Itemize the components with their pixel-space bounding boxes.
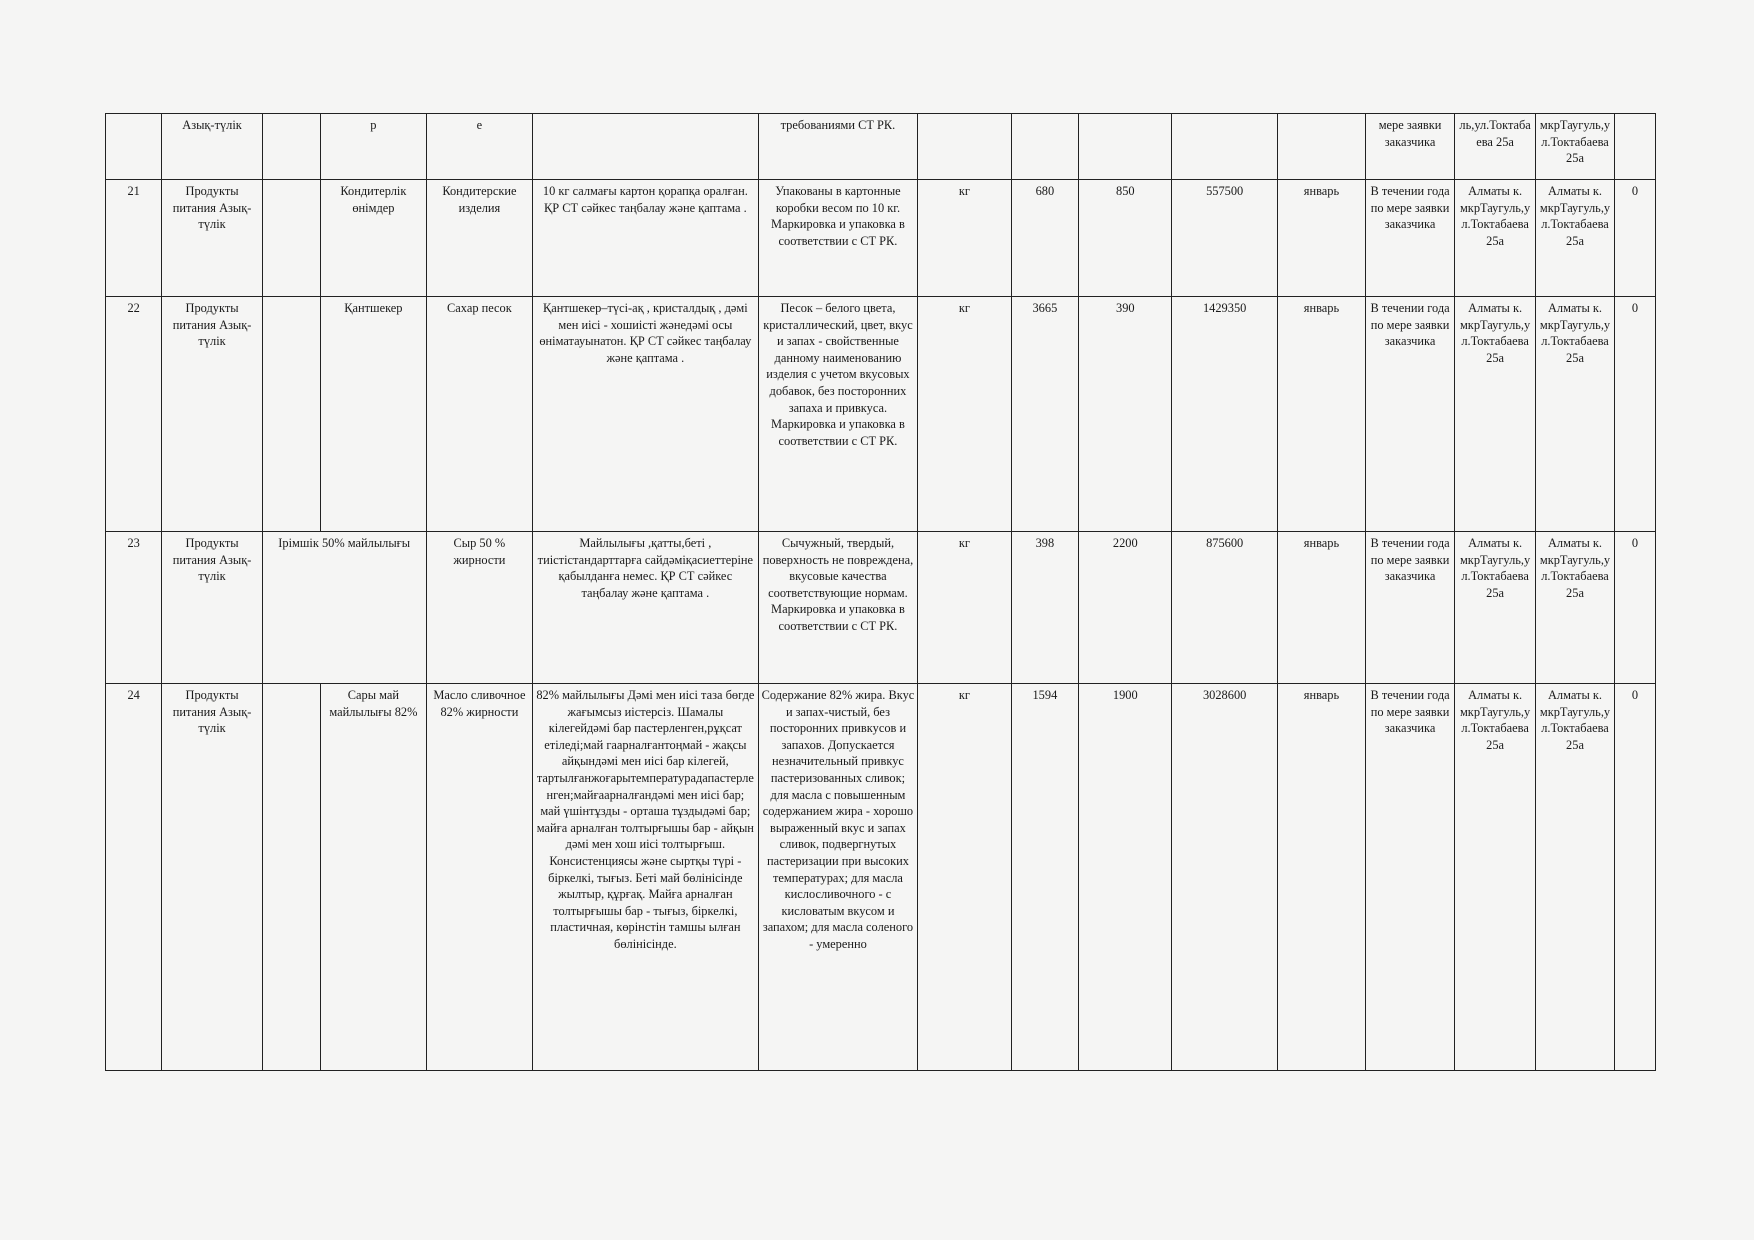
desc-kz-cell: Майлылығы ,қатты,беті , тиістістандарттарға сайдәміқасиеттеріне қабылданға немес. ҚР СТ сәйкес таңбалау және қаптама .	[533, 532, 758, 684]
price-cell: 850	[1079, 180, 1172, 297]
empty-cell	[262, 180, 320, 297]
category-cell: Продукты питания Азық-түлік	[162, 532, 262, 684]
desc-kz-cell	[533, 114, 758, 180]
sum-cell: 1429350	[1172, 297, 1278, 532]
name-kz-cell: Қантшекер	[321, 297, 427, 532]
unit-cell: кг	[918, 684, 1011, 1071]
sum-cell: 3028600	[1172, 684, 1278, 1071]
category-cell: Продукты питания Азық-түлік	[162, 180, 262, 297]
name-kz-cell: Кондитерлік өнімдер	[321, 180, 427, 297]
place-cell: Алматы к. мкрТаугуль,ул.Токтабаева 25а	[1455, 532, 1536, 684]
desc-ru-cell: Сычужный, твердый, поверхность не повреждена, вкусовые качества соответствующие нормам. Маркировка и упаковка в соответствии с СТ РК.	[758, 532, 918, 684]
qty-cell	[1011, 114, 1079, 180]
name-ru-cell: Сыр 50 % жирности	[426, 532, 533, 684]
address-cell: Алматы к. мкрТаугуль,ул.Токтабаева 25а	[1536, 180, 1615, 297]
price-cell	[1079, 114, 1172, 180]
name-kz-cell: Сары май майлылығы 82%	[321, 684, 427, 1071]
term-cell: мере заявки заказчика	[1366, 114, 1455, 180]
unit-cell	[918, 114, 1011, 180]
term-cell: В течении года по мере заявки заказчика	[1366, 180, 1455, 297]
month-cell	[1277, 114, 1365, 180]
name-ru-cell: Сахар песок	[426, 297, 533, 532]
place-cell: ль,ул.Токтабаева 25а	[1455, 114, 1536, 180]
qty-cell: 398	[1011, 532, 1079, 684]
category-cell: Продукты питания Азық-түлік	[162, 297, 262, 532]
name-kz-cell: р	[321, 114, 427, 180]
row-number: 21	[106, 180, 162, 297]
name-kz-cell: Ірімшік 50% майлылығы	[262, 532, 426, 684]
month-cell: январь	[1277, 180, 1365, 297]
desc-ru-cell: Песок – белого цвета, кристаллический, цвет, вкус и запах - свойственные данному наименованию изделия с учетом вкусовых добавок, без посторонних запаха и привкуса. Маркировка и упаковка в соответствии с СТ РК.	[758, 297, 918, 532]
sum-cell	[1172, 114, 1278, 180]
advance-cell: 0	[1614, 180, 1655, 297]
month-cell: январь	[1277, 532, 1365, 684]
address-cell: Алматы к. мкрТаугуль,ул.Токтабаева 25а	[1536, 297, 1615, 532]
advance-cell: 0	[1614, 532, 1655, 684]
price-cell: 390	[1079, 297, 1172, 532]
unit-cell: кг	[918, 180, 1011, 297]
category-cell: Азық-түлік	[162, 114, 262, 180]
price-cell: 1900	[1079, 684, 1172, 1071]
row-number: 23	[106, 532, 162, 684]
empty-cell	[262, 297, 320, 532]
address-cell: мкрТаугуль,ул.Токтабаева 25а	[1536, 114, 1615, 180]
name-ru-cell: Кондитерские изделия	[426, 180, 533, 297]
row-number: 22	[106, 297, 162, 532]
table-row	[106, 684, 1656, 1071]
advance-cell: 0	[1614, 684, 1655, 1071]
table-row	[106, 532, 1656, 684]
term-cell: В течении года по мере заявки заказчика	[1366, 297, 1455, 532]
empty-cell	[262, 114, 320, 180]
desc-ru-cell: Содержание 82% жира. Вкус и запах-чистый, без посторонних привкусов и запахов. Допускается незначительный привкус пастеризованных сливок; для масла с повышенным содержанием жира - хорошо выраженный вкус и запах сливок, подвергнутых пастеризации при высоких температурах; для масла кислосливочного - с кисловатым вкусом и запахом; для масла соленого - умеренно	[758, 684, 918, 1071]
procurement-table	[105, 113, 1656, 1071]
row-number	[106, 114, 162, 180]
desc-ru-cell: Упакованы в картонные коробки весом по 10 кг. Маркировка и упаковка в соответствии с СТ РК.	[758, 180, 918, 297]
place-cell: Алматы к. мкрТаугуль,ул.Токтабаева 25а	[1455, 297, 1536, 532]
unit-cell: кг	[918, 532, 1011, 684]
address-cell: Алматы к. мкрТаугуль,ул.Токтабаева 25а	[1536, 684, 1615, 1071]
desc-kz-cell: Қантшекер–түсі-ақ , кристалдық , дәмі мен иісі - хошиісті жәнедәмі осы өніматауынатон. ҚР СТ сәйкес таңбалау және қаптама .	[533, 297, 758, 532]
empty-cell	[262, 684, 320, 1071]
category-cell: Продукты питания Азық-түлік	[162, 684, 262, 1071]
row-number: 24	[106, 684, 162, 1071]
document-sheet	[105, 113, 1656, 1075]
price-cell: 2200	[1079, 532, 1172, 684]
qty-cell: 1594	[1011, 684, 1079, 1071]
term-cell: В течении года по мере заявки заказчика	[1366, 684, 1455, 1071]
advance-cell: 0	[1614, 297, 1655, 532]
table-row	[106, 114, 1656, 180]
sum-cell: 557500	[1172, 180, 1278, 297]
unit-cell: кг	[918, 297, 1011, 532]
advance-cell	[1614, 114, 1655, 180]
qty-cell: 3665	[1011, 297, 1079, 532]
table-row	[106, 180, 1656, 297]
desc-kz-cell: 10 кг салмағы картон қорапқа оралған. ҚР СТ сәйкес таңбалау және қаптама .	[533, 180, 758, 297]
table-row	[106, 297, 1656, 532]
qty-cell: 680	[1011, 180, 1079, 297]
place-cell: Алматы к. мкрТаугуль,ул.Токтабаева 25а	[1455, 684, 1536, 1071]
term-cell: В течении года по мере заявки заказчика	[1366, 532, 1455, 684]
place-cell: Алматы к. мкрТаугуль,ул.Токтабаева 25а	[1455, 180, 1536, 297]
address-cell: Алматы к. мкрТаугуль,ул.Токтабаева 25а	[1536, 532, 1615, 684]
sum-cell: 875600	[1172, 532, 1278, 684]
month-cell: январь	[1277, 684, 1365, 1071]
month-cell: январь	[1277, 297, 1365, 532]
name-ru-cell: Масло сливочное 82% жирности	[426, 684, 533, 1071]
desc-ru-cell: требованиями СТ РК.	[758, 114, 918, 180]
name-ru-cell: е	[426, 114, 533, 180]
desc-kz-cell: 82% майлылығы Дәмі мен иісі таза бөгде жағымсыз иістерсіз. Шамалы кілегейдәмі бар пастерленген,рұқсат етіледі;май гаарналғантоңмай - жақсы айқындәмі мен иісі бар кілегей, тартылғанжоғарытемпературадапастерленген;майғаарналғандәмі мен иісі бар; май үшінтұзды - орташа тұздыдәмі бар; майға арналған толтырғышы бар - айқын дәмі мен хош иісі толтырғыш. Консистенциясы және сыртқы түрі - біркелкі, тығыз. Беті май бөлінісінде жылтыр, құрғақ. Майға арналған толтырғышы бар - тығыз, біркелкі, пластичная, көрінстін тамшы ылған бөлінісінде.	[533, 684, 758, 1071]
